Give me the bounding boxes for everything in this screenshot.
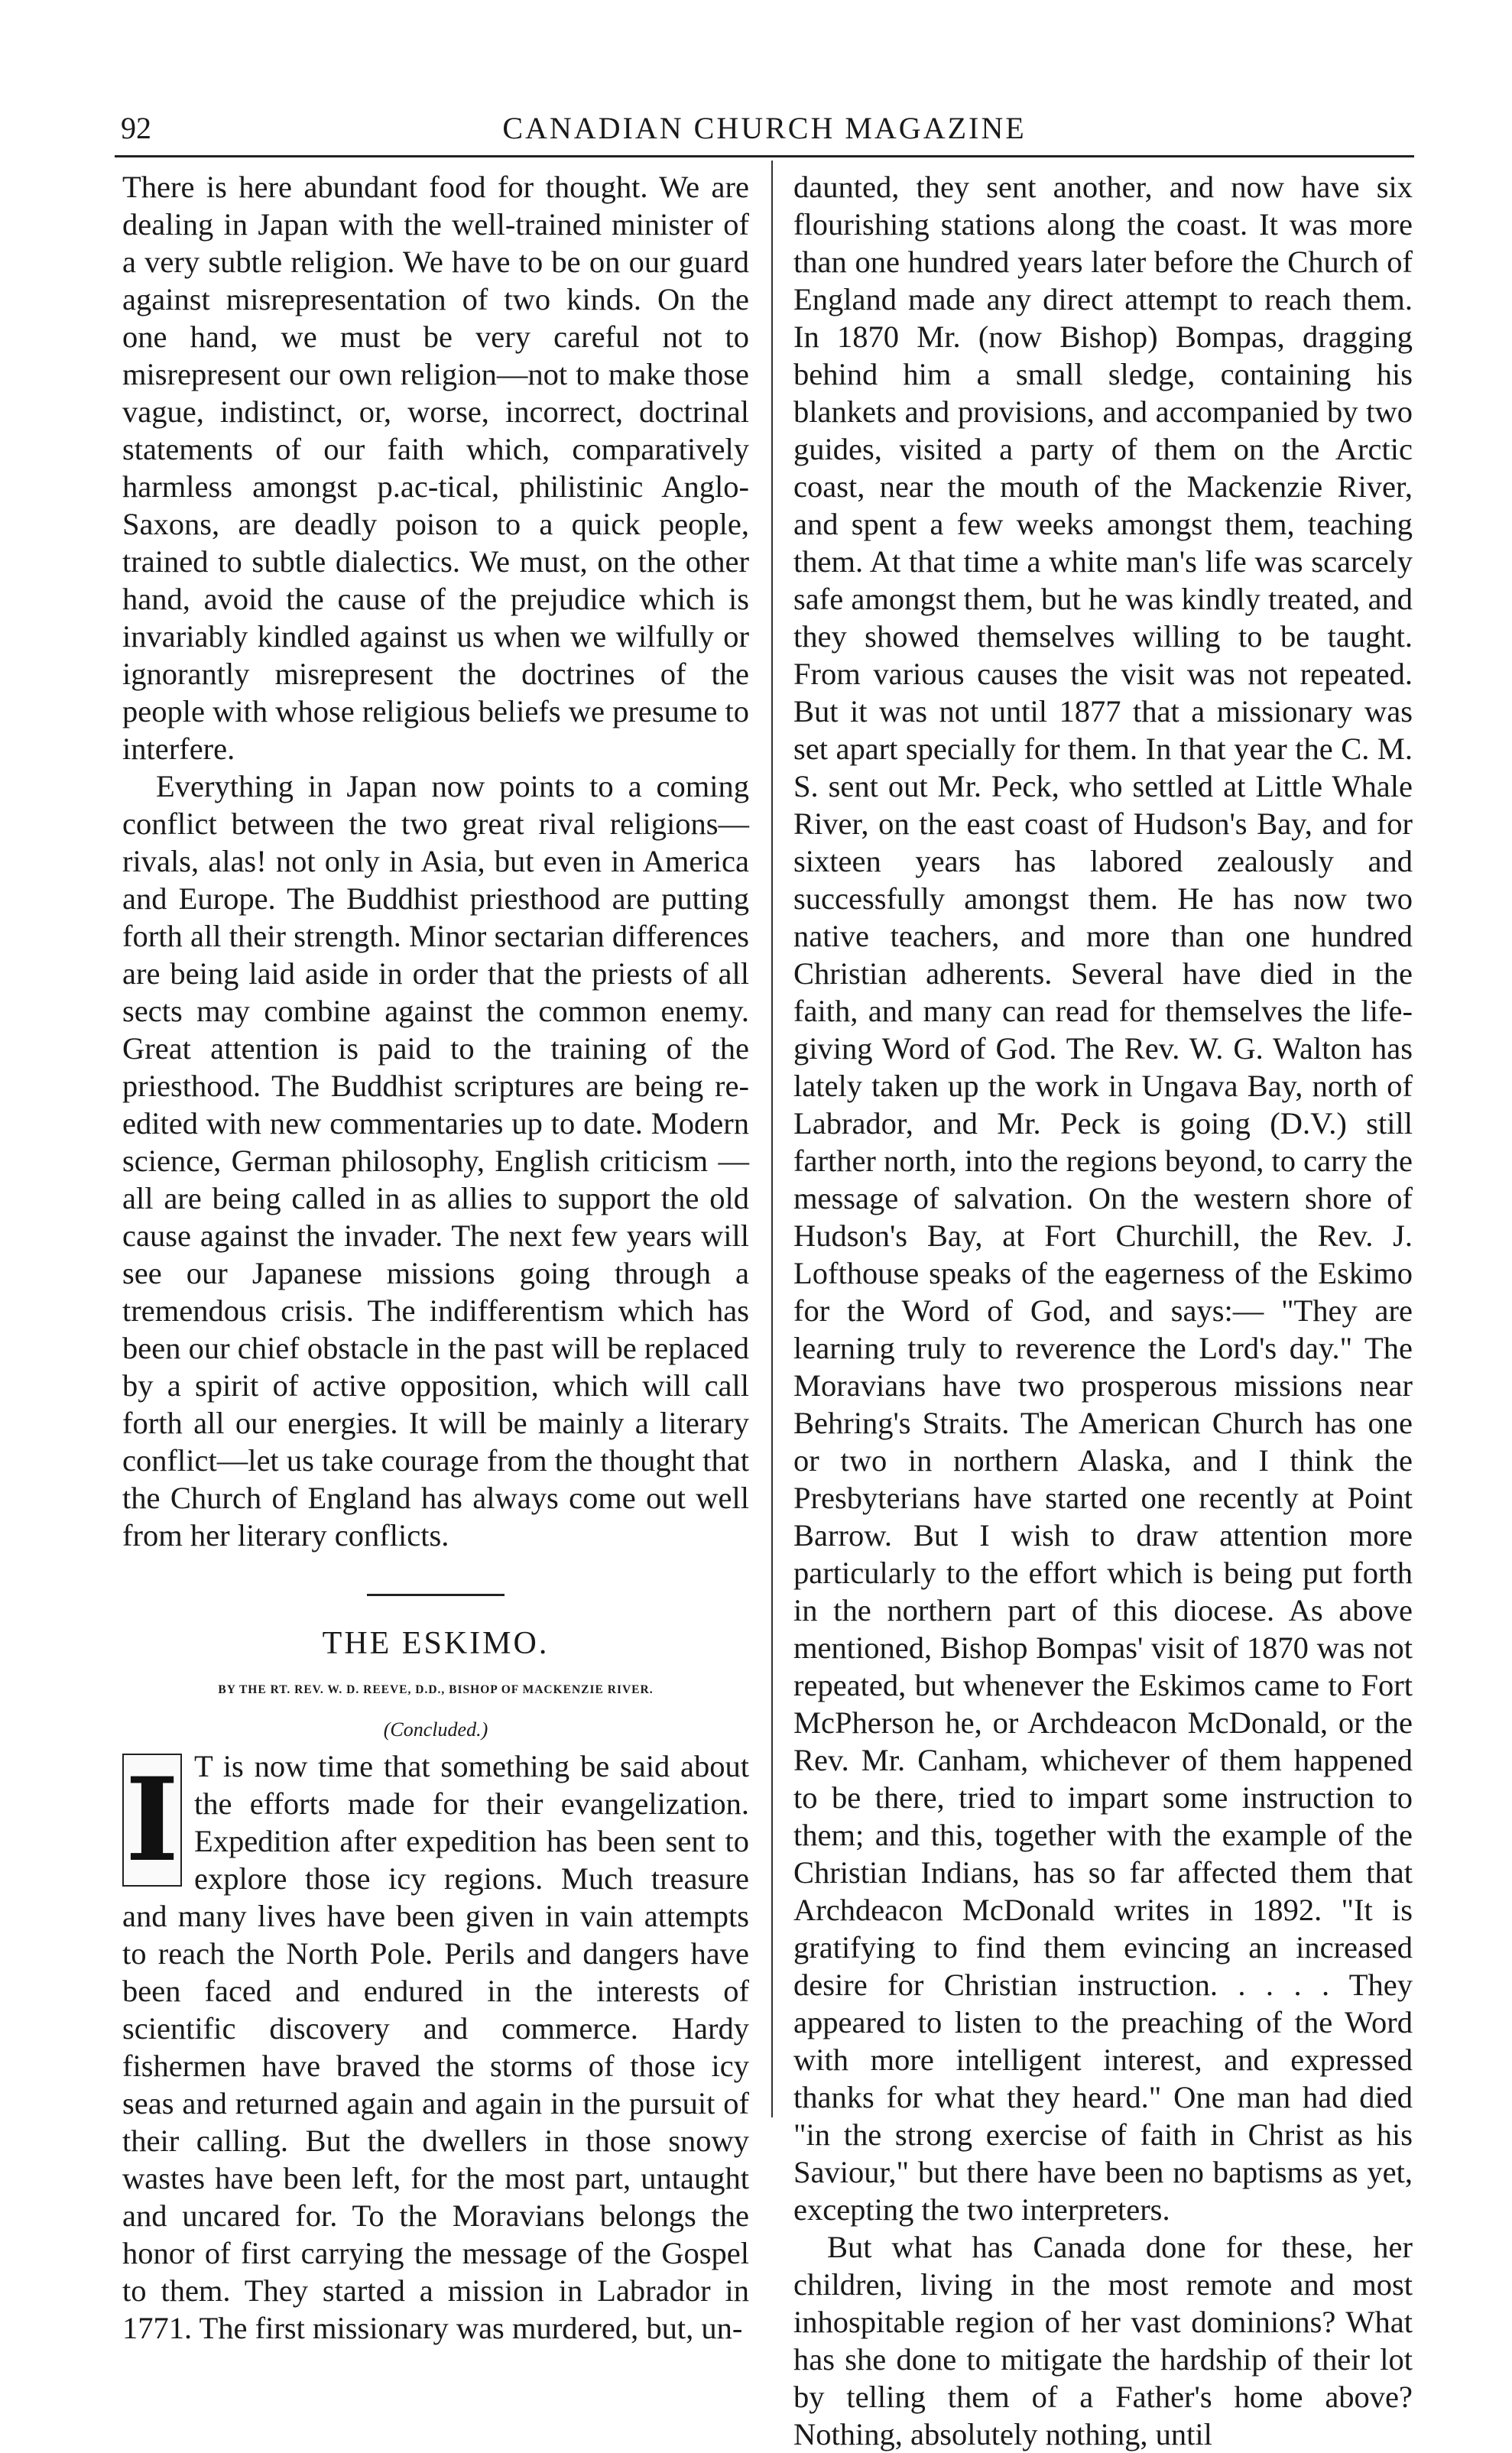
drop-cap-letter: I — [125, 1753, 180, 1887]
left-column — [122, 168, 749, 2347]
article-byline: BY THE RT. REV. W. D. REEVE, D.D., BISHOP OF MACKENZIE RIVER. — [218, 1683, 654, 1696]
page-header — [115, 107, 1414, 153]
paragraph-eskimo-continued: daunted, they sent another, and now have six flourishing stations along the coast. It was more than one hundred years later before the Church of England made any direct attempt to reach them. In 1870 Mr. (now Bishop) Bompas, dragging behind him a small sledge, containing his blankets and provisions, and accompanied by two guides, visited a party of them on the Arctic coast, near the mouth of the Mackenzie River, and spent a few weeks amongst them, teaching them. At that time a white man's life was scarcely safe amongst them, but he was kindly treated, and they showed themselves willing to be taught. From various causes the visit was not repeated. But it was not until 1877 that a missionary was set apart specially for them. In that year the C. M. S. sent out Mr. Peck, who settled at Little Whale River, on the east coast of Hudson's Bay, and for sixteen years has labored zealously and successfully amongst them. He has now two native teachers, and more than one hundred Christian adherents. Several have died in the faith, and many can read for themselves the life-giving Word of God. The Rev. W. G. Walton has lately taken up the work in Ungava Bay, north of Labrador, and Mr. Peck is going (D.V.) still farther north, into the regions beyond, to carry the message of salvation. On the western shore of Hudson's Bay, at Fort Churchill, the Rev. J. Lofthouse speaks of the eagerness of the Eskimo for the Word of God, and says:— "They are learning truly to reverence the Lord's day." The Moravians have two prosperous missions near Behring's Straits. The American Church has one or two in northern Alaska, and I think the Presbyterians have started one recently at Point Barrow. But I wish to draw attention more particularly to the effort which is being put forth in the northern part of this diocese. As above mentioned, Bishop Bompas' visit of 1870 was not repeated, but whenever the Eskimos came to Fort McPherson he, or Archdeacon McDonald, or the Rev. Mr. Canham, whichever of them happened to be there, tried to impart some instruction to them; and this, together with the example of the Christian Indians, has so far affected them that Archdeacon McDonald writes in 1892. "It is gratifying to find them evincing an increased desire for Christian instruction. . . . . They appeared to listen to the preaching of the Word with more intelligent interest, and expressed thanks for what they heard." One man had died "in the strong exercise of faith in Christ as his Saviour," but there have been no baptisms as yet, excepting the two interpreters. — [793, 170, 1413, 2227]
section-divider — [367, 1594, 505, 1596]
paragraph-japan-2: Everything in Japan now points to a coming conflict between the two great rival religions—rivals, alas! not only in Asia, but even in America and Europe. The Buddhist priesthood are putting forth all their strength. Minor sectarian differences are being laid aside in order that the priests of all sects may combine against the common enemy. Great attention is paid to the training of the priesthood. The Buddhist scriptures are being re-edited with new commentaries up to date. Modern science, German philosophy, English criticism —all are being called in as allies to support the old cause against the invader. The next few years will see our Japanese missions going through a tremendous crisis. The indifferentism which has been our chief obstacle in the past will be replaced by a spirit of active opposition, which will call forth all our energies. It will be mainly a literary conflict—let us take courage from the thought that the Church of England has always come out well from her literary conflicts. — [122, 769, 749, 1553]
drop-cap — [122, 1754, 182, 1887]
column-divider — [771, 161, 773, 2117]
article-status: (Concluded.) — [383, 1718, 488, 1741]
article-opening-paragraph — [122, 1747, 749, 2347]
header-rule — [115, 155, 1414, 157]
running-title: CANADIAN CHURCH MAGAZINE — [502, 111, 1027, 145]
right-column — [793, 168, 1413, 2453]
page-number: 92 — [121, 111, 151, 145]
article-opening-text: T is now time that something be said about the efforts made for their evangelization. Expedition after expedition has been sent to explore those icy regions. Much treasure and many lives have been given in vain attempts to reach the North Pole. Perils and dangers have been faced and endured in the interests of scientific discovery and commerce. Hardy fishermen have braved the storms of those icy seas and returned again and again in the pursuit of their calling. But the dwellers in those snowy wastes have been left, for the most part, untaught and uncared for. To the Moravians belongs the honor of first carrying the message of the Gospel to them. They started a mission in Labrador in 1771. The first missionary was murdered, but, un- — [122, 1749, 749, 2345]
paragraph-japan-1: There is here abundant food for thought. We are dealing in Japan with the well-trained minister of a very subtle religion. We have to be on our guard against misrepresentation of two kinds. On the one hand, we must be very careful not to misrepresent our own religion—not to make those vague, indistinct, or, worse, incorrect, doctrinal statements of our faith which, comparatively harmless amongst p.ac-tical, philistinic Anglo-Saxons, are deadly poison to a quick people, trained to subtle dialectics. We must, on the other hand, avoid the cause of the prejudice which is invariably kindled against us when we wilfully or ignorantly misrepresent the doctrines of the people with whose religious beliefs we presume to interfere. — [122, 170, 749, 766]
paragraph-canada-question: But what has Canada done for these, her children, living in the most remote and most inhospitable region of her vast dominions? What has she done to mitigate the hardship of their lot by telling them of a Father's home above? Nothing, absolutely nothing, until — [793, 2230, 1413, 2451]
article-title: THE ESKIMO. — [322, 1626, 550, 1661]
